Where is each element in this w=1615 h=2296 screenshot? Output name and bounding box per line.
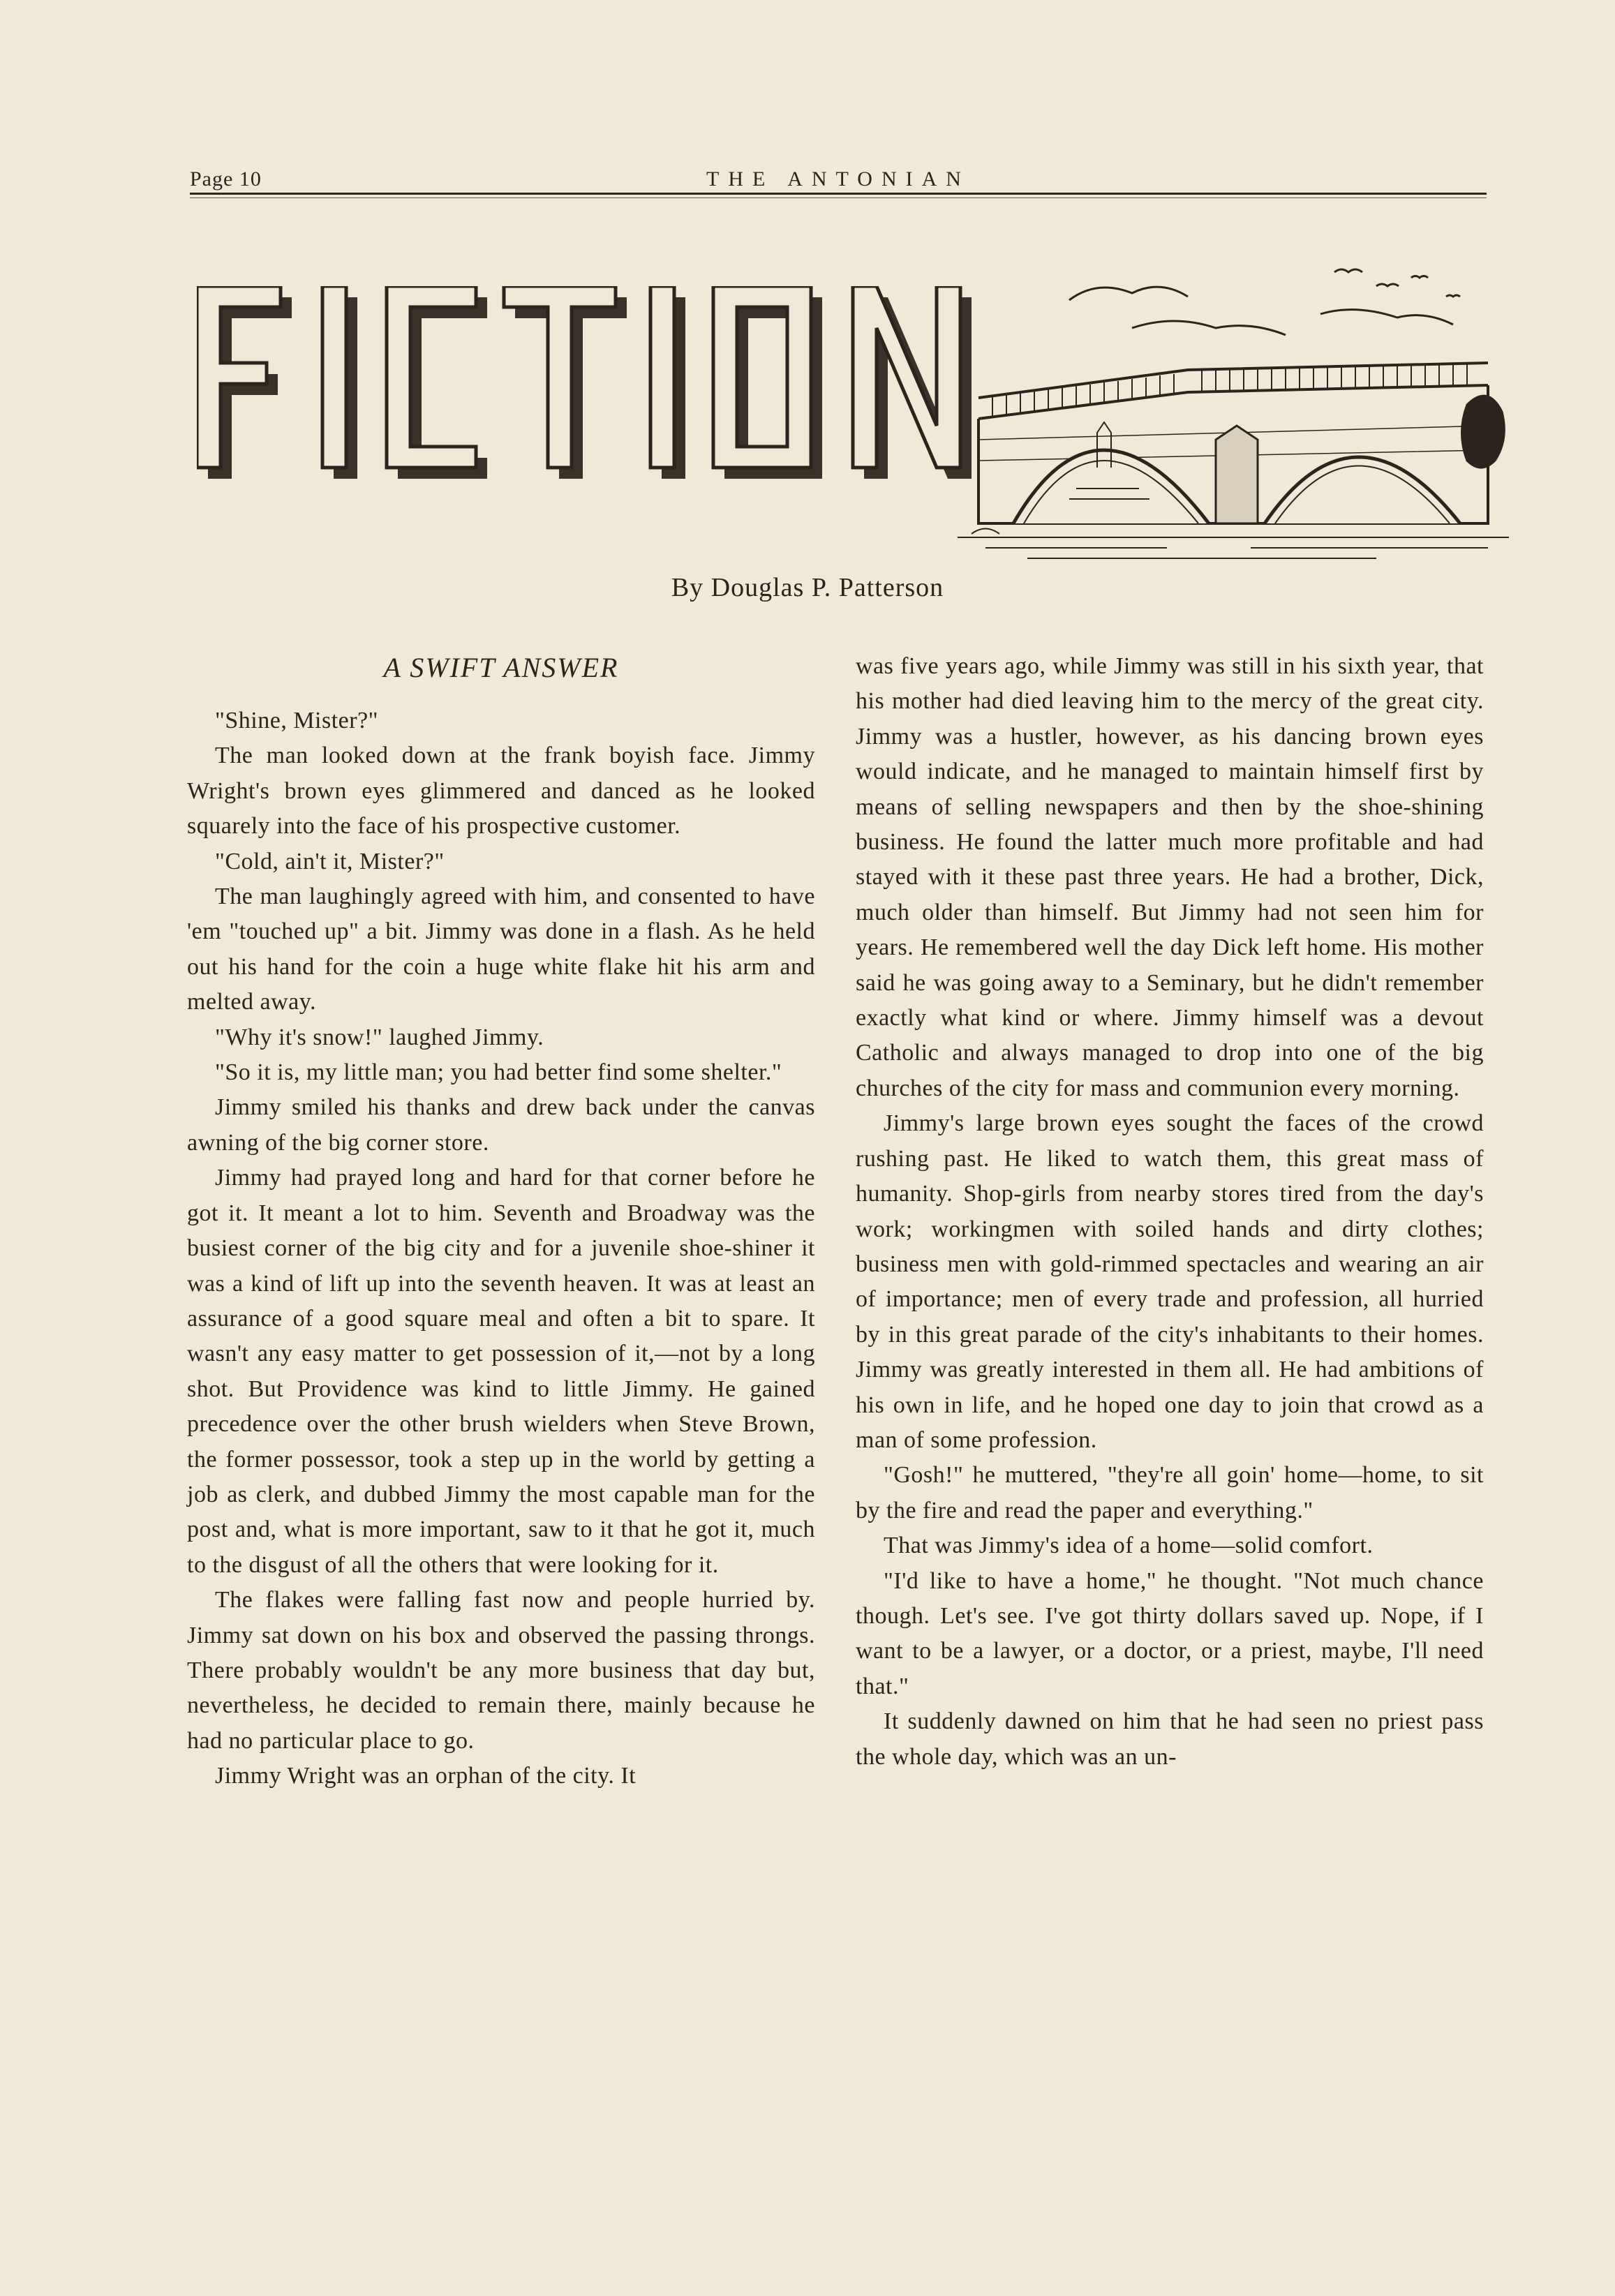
header-rule — [190, 193, 1487, 195]
story-paragraph: Jimmy had prayed long and hard for that corner before he got it. It meant a lot to him. Seventh and Broadway was the busiest corner of the big city and for a juvenile shoe-shiner it was a kind of lift up into the seventh heaven. It was at least an assurance of a good square meal and often a bit to spare. It wasn't any easy matter to get possession of it,—not by a long shot. But Providence was kind to little Jimmy. He gained precedence over the other brush wielders when Steve Brown, the former possessor, took a step up in the world by getting a job as clerk, and dubbed Jimmy the most capable man for the post and, what is more important, saw to it that he got it, much to the disgust of all the others that were looking for it. — [187, 1165, 815, 1578]
story-paragraph: "I'd like to have a home," he thought. "Not much chance though. Let's see. I've got thirty dollars saved up. Nope, if I want to be a lawyer, or a doctor, or a priest, maybe, I'll need that." — [856, 1567, 1484, 1699]
story-title: A SWIFT ANSWER — [383, 652, 619, 683]
story-paragraph: was five years ago, while Jimmy was still in his sixth year, that his mother had died leaving him to the mercy of the great city. Jimmy was a hustler, however, as his dancing brown eyes would indicate, and he managed to maintain himself first by means of selling newspapers and then by the shoe-shining business. He found the latter much more profitable and had stayed with it these past three years. He had a brother, Dick, much older than himself. But Jimmy had not seen him for years. He remembered well the day Dick left home. His mother said he was going away to a Seminary, but he didn't remember exactly what kind or where. Jimmy himself was a devout Catholic and always managed to drop into one of the big churches of the city for mass and communion every morning. — [856, 653, 1484, 1101]
story-column-right — [856, 649, 1484, 1775]
story-column-left — [187, 649, 815, 1794]
story-paragraph: Jimmy's large brown eyes sought the faces of the crowd rushing past. He liked to watch them, this great mass of humanity. Shop-girls from nearby stores tired from the day's work; workingmen with soiled hands and dirty clothes; business men with gold-rimmed spectacles and wearing an air of importance; men of every trade and profession, all hurried by in this great parade of the city's inhabitants to their homes. Jimmy was greatly interested in them all. He had ambitions of his own in life, and he hoped one day to join that crowd as a man of some profession. — [856, 1110, 1484, 1453]
section-title — [197, 286, 1006, 495]
story-paragraph: The man laughingly agreed with him, and consented to have 'em "touched up" a bit. Jimmy was done in a flash. As he held out his hand for the coin a huge white flake hit his arm and melted away. — [187, 884, 815, 1015]
title-banner — [197, 258, 1509, 565]
story-paragraph: "So it is, my little man; you had better find some shelter." — [215, 1059, 782, 1086]
story-paragraph: "Shine, Mister?" — [215, 708, 379, 733]
story-paragraph: The flakes were falling fast now and people hurried by. Jimmy sat down on his box and observed the passing throngs. There probably wouldn't be any more business that day but, nevertheless, he decided to remain there, mainly because he had no particular place to go. — [187, 1587, 815, 1754]
story-paragraph: The man looked down at the frank boyish face. Jimmy Wright's brown eyes glimmered and danced as he looked squarely into the face of his prospective customer. — [187, 743, 815, 840]
story-paragraph: It suddenly dawned on him that he had seen no priest pass the whole day, which was an un- — [856, 1708, 1484, 1770]
story-paragraph: Jimmy smiled his thanks and drew back under the canvas awning of the big corner store. — [187, 1094, 815, 1156]
story-paragraph: Jimmy Wright was an orphan of the city. It — [215, 1763, 637, 1789]
stone-bridge-illustration-icon — [958, 258, 1509, 565]
story-paragraph: "Cold, ain't it, Mister?" — [215, 848, 445, 874]
story-paragraph: "Why it's snow!" laughed Jimmy. — [215, 1024, 544, 1050]
publication-name: THE ANTONIAN — [706, 167, 970, 191]
running-header — [190, 167, 1487, 195]
page-number: Page 10 — [190, 167, 262, 191]
story-paragraph: That was Jimmy's idea of a home—solid comfort. — [884, 1533, 1374, 1559]
story-paragraph: "Gosh!" he muttered, "they're all goin' home—home, to sit by the fire and read the paper and everything." — [856, 1462, 1484, 1523]
byline: By Douglas P. Patterson — [671, 573, 944, 602]
header-rule-thin — [190, 197, 1487, 198]
